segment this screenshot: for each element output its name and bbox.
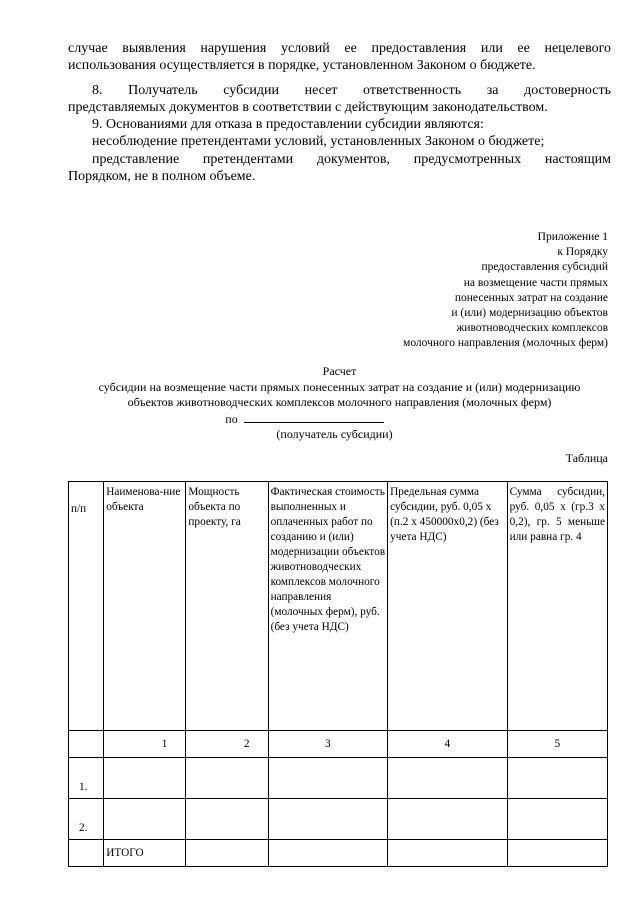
table-cell [388,799,508,840]
recipient-line [68,411,611,428]
recipient-blank-line [244,411,384,423]
calculation-subtitle-line: объектов животноводческих комплексов молочного направления (молочных ферм) [127,395,552,409]
row-number-cell: 2. [69,799,104,840]
column-number-cell: 4 [388,731,508,758]
appendix-line: животноводческих комплексов [456,322,608,335]
paragraph-line: Порядком, не в полном объеме. [68,169,256,184]
po-label: по [225,411,238,426]
appendix-line: Приложение 1 [537,231,608,243]
calculation-subtitle-line: субсидии на возмещение части прямых понесенных затрат на создание и (или) модернизацию [98,379,581,394]
column-number-cell [69,731,104,758]
header-cell-number: п/п [69,482,104,731]
table-cell [268,758,388,799]
total-row [69,840,608,867]
header-cell-subsidy-amount: Сумма субсидии, руб. 0,05 x (гр.3 x 0,2), гр. 5 меньше или равна гр. 4 [507,482,607,731]
table-cell [268,799,388,840]
table-cell [186,840,268,867]
appendix-line: и (или) модернизацию объектов [451,307,608,320]
table-cell [69,840,104,867]
paragraph-line: использования осуществляется в порядке, установленном Законом о бюджете. [68,58,536,73]
table-cell [388,758,508,799]
table-cell [388,840,508,867]
table-cell [186,758,268,799]
total-label-cell: ИТОГО [104,840,186,867]
column-number-cell: 5 [507,731,607,758]
calculation-heading: Расчет [322,364,357,378]
appendix-line: к Порядку [557,246,608,259]
paragraph-reason-2 [68,151,611,185]
column-number-cell: 2 [186,731,268,758]
paragraph-item-9: 9. Основаниями для отказа в предоставлении субсидии являются: [92,117,484,132]
table-cell [507,758,607,799]
header-cell-actual-cost: Фактическая стоимость выполненных и оплаченных работ по созданию и (или) модернизации объектов животноводческих комплексов молочного направления (молочных ферм), руб. (без учета НДС) [268,482,388,731]
column-number-cell: 3 [268,731,388,758]
paragraph-item-8 [68,82,611,116]
appendix-header [308,230,608,352]
calculation-table [68,481,608,867]
table-row [69,758,608,799]
table-header-row [69,482,608,731]
calculation-title [68,364,611,443]
table-cell [186,799,268,840]
appendix-line: молочного направления (молочных ферм) [403,337,608,350]
appendix-line: понесенных затрат на создание [454,291,608,304]
header-cell-max-subsidy: Предельная сумма субсидии, руб. 0,05 x (п.2 x 450000x0,2) (без учета НДС) [388,482,508,731]
header-cell-capacity: Мощность объекта по проекту, га [186,482,268,731]
table-cell [268,840,388,867]
header-cell-object-name: Наименова-ние объекта [104,482,186,731]
paragraph-line: представление претендентами документов, предусмотренных настоящим [92,152,611,167]
table-cell [104,758,186,799]
table-row [69,799,608,840]
column-number-cell: 1 [104,731,186,758]
table-caption: Таблица [565,451,608,465]
paragraph-line: случае выявления нарушения условий ее предоставления или ее нецелевого [68,41,611,56]
row-number-cell: 1. [69,758,104,799]
paragraph-continuation [68,40,611,74]
table-cell [104,799,186,840]
paragraph-reason-1: несоблюдение претендентами условий, установленных Законом о бюджете; [92,134,545,149]
table-cell [507,840,607,867]
table-cell [507,799,607,840]
appendix-line: предоставления субсидий [481,261,608,274]
recipient-caption: (получатель субсидии) [276,427,393,441]
paragraph-line: 8. Получатель субсидии несет ответственность за достоверность [92,83,611,98]
column-number-row [69,731,608,758]
appendix-line: на возмещение части прямых [463,276,608,289]
paragraph-line: представляемых документов в соответствии с действующим законодательством. [68,100,548,115]
